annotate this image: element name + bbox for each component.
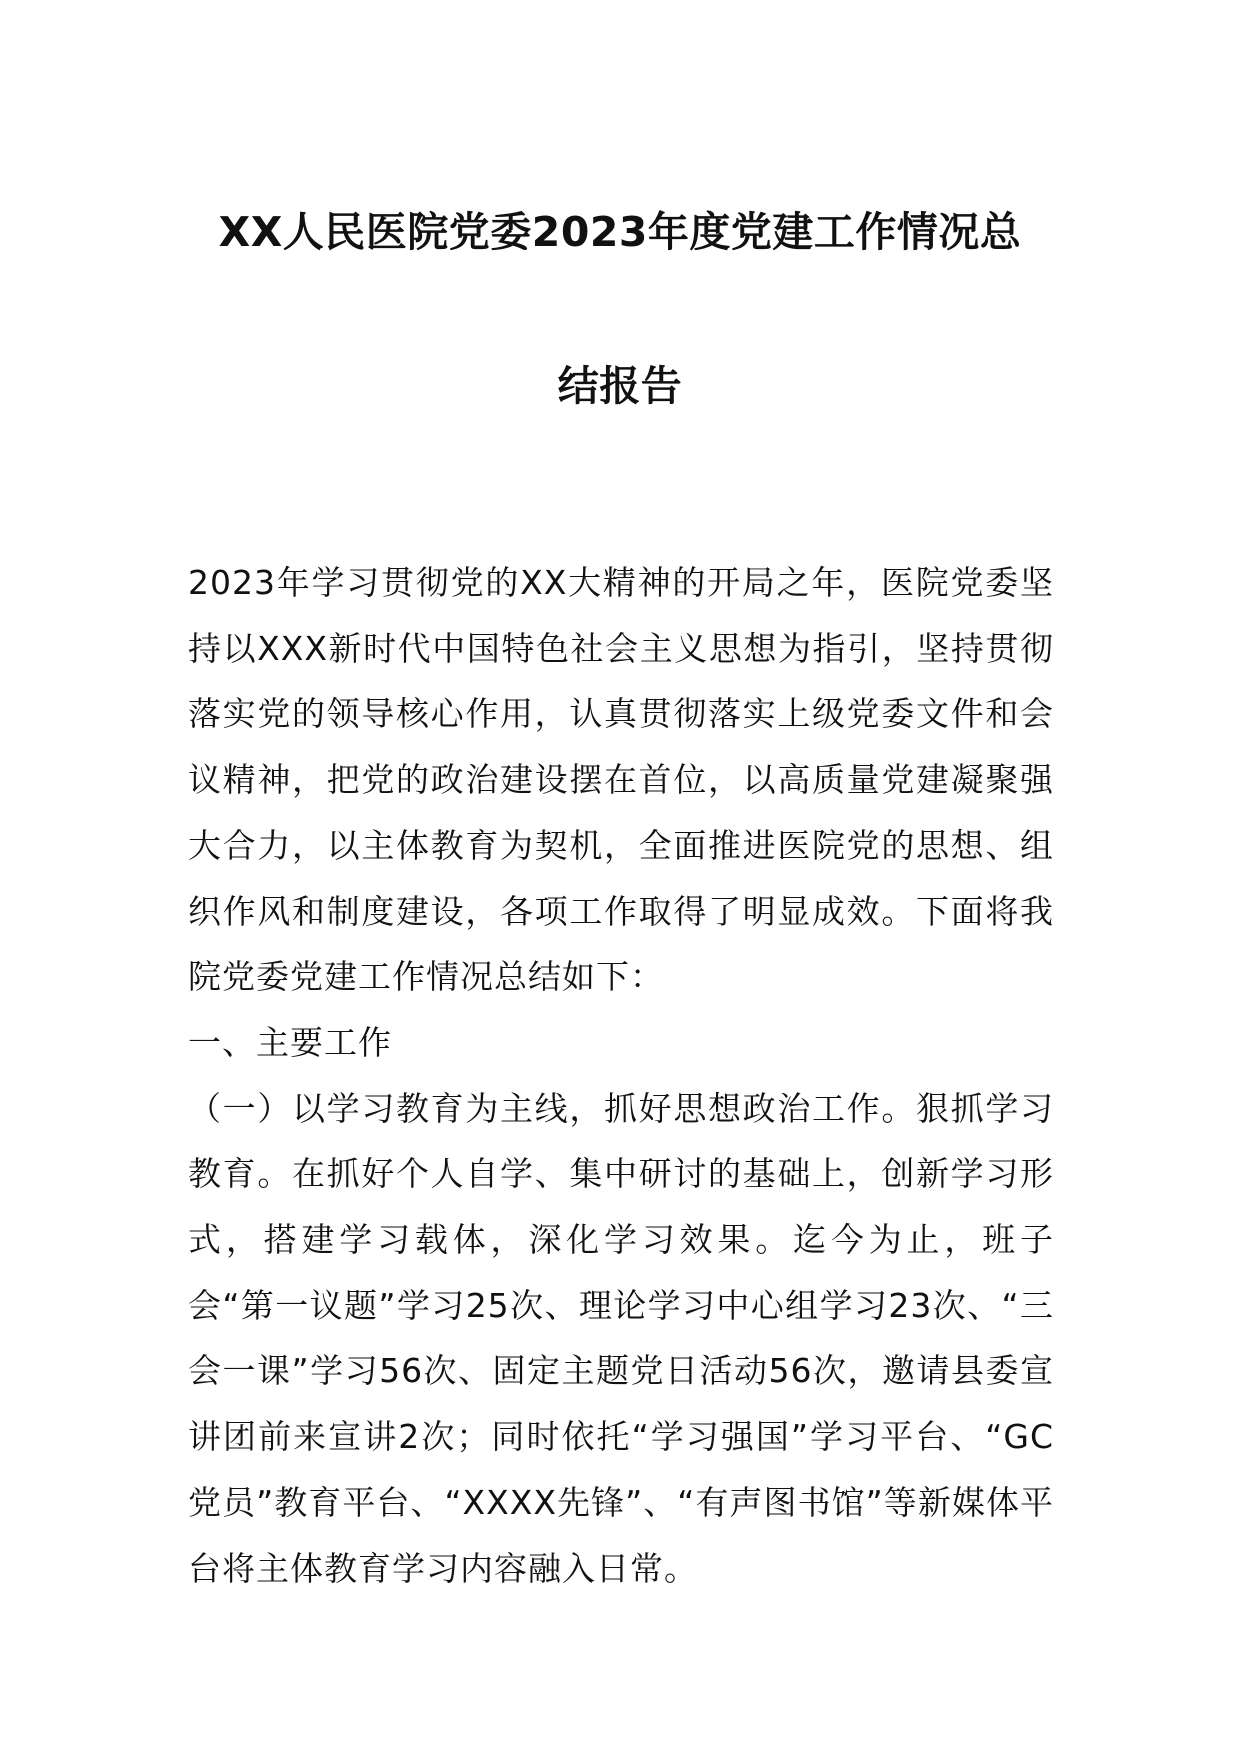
document-title-line-1: XX人民医院党委2023年度党建工作情况总 [218, 208, 1022, 256]
document-title-line-2: 结报告 [557, 362, 683, 410]
subsection-paragraph: （一）以学习教育为主线，抓好思想政治工作。狠抓学习教育。在抓好个人自学、集中研讨的基础上，创新学习形式，搭建学习载体，深化学习效果。迄今为止，班子会“第一议题”学习25次、理论学习中心组学习23次、“三会一课”学习56次、固定主题党日活动56次，邀请县委宣讲团前来宣讲2次；同时依托“学习强国”学习平台、“GC党员”教育平台、“XXXX先锋”、“有声图书馆”等新媒体平台将主体教育学习内容融入日常。 [188, 1088, 1054, 1588]
section-heading: 一、主要工作 [188, 1022, 392, 1062]
intro-paragraph: 2023年学习贯彻党的XX大精神的开局之年，医院党委坚持以XXX新时代中国特色社会主义思想为指引，坚持贯彻落实党的领导核心作用，认真贯彻落实上级党委文件和会议精神，把党的政治建设摆在首位，以高质量党建凝聚强大合力，以主体教育为契机，全面推进医院党的思想、组织作风和制度建设，各项工作取得了明显成效。下面将我院党委党建工作情况总结如下： [188, 563, 1054, 997]
document-body [188, 550, 1054, 1601]
